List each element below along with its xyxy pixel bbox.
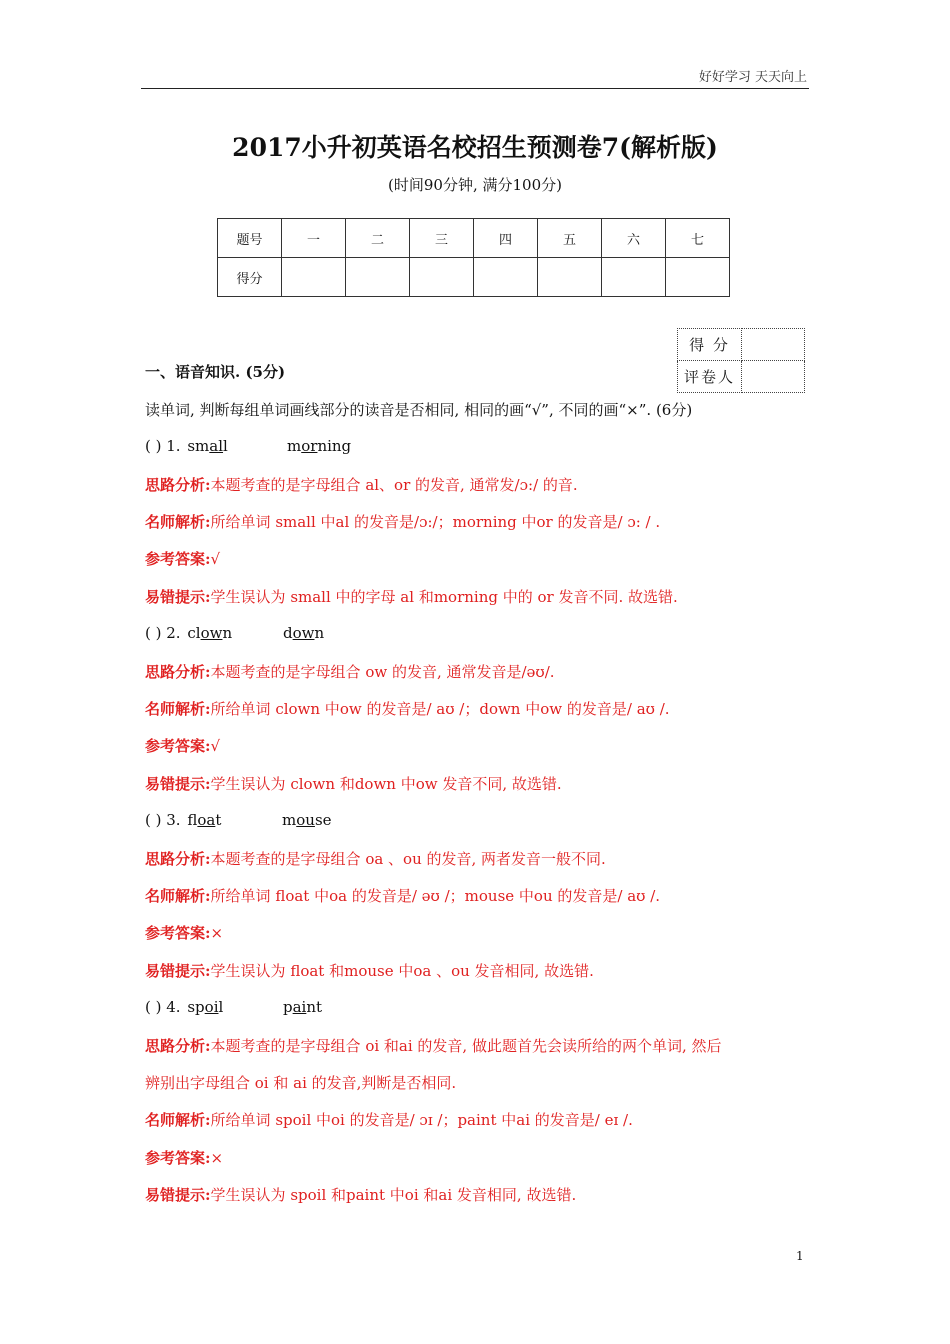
- score-entry[interactable]: [474, 258, 538, 297]
- question-number: 3.: [166, 811, 181, 829]
- answer-bracket[interactable]: ( ): [145, 624, 162, 642]
- analysis-3: 思路分析:本题考查的是字母组合 oa 、ou 的发音, 两者发音一般不同.: [145, 850, 606, 868]
- question-4: [145, 998, 323, 1016]
- grader-score-entry[interactable]: [742, 329, 805, 361]
- analysis-4: 思路分析:本题考查的是字母组合 oi 和ai 的发音, 做此题首先会读所给的两个单词, 然后: [145, 1037, 722, 1055]
- answer-bracket[interactable]: ( ): [145, 437, 162, 455]
- score-entry[interactable]: [346, 258, 410, 297]
- teacher-1: 名师解析:所给单词 small 中al 的发音是/ɔ:/；morning 中or 的发音是/ ɔ: / .: [145, 513, 661, 531]
- score-cell: 四: [474, 219, 538, 258]
- word-1: clown: [187, 624, 233, 642]
- answer-2: 参考答案:√: [145, 737, 221, 755]
- score-table-score-row: [218, 258, 730, 297]
- question-number: 4.: [166, 998, 181, 1016]
- score-cell: 题号: [218, 219, 282, 258]
- word-2: mouse: [282, 811, 332, 829]
- page-number: 1: [796, 1249, 804, 1263]
- score-table: [217, 218, 730, 297]
- word-2: paint: [283, 998, 323, 1016]
- teacher-4: 名师解析:所给单词 spoil 中oi 的发音是/ ɔɪ /；paint 中ai 的发音是/ eɪ /.: [145, 1111, 633, 1129]
- score-entry[interactable]: [602, 258, 666, 297]
- page-subtitle: (时间90分钟, 满分100分): [388, 176, 562, 194]
- answer-bracket[interactable]: ( ): [145, 811, 162, 829]
- score-entry[interactable]: [282, 258, 346, 297]
- question-number: 1.: [166, 437, 181, 455]
- answer-3: 参考答案:×: [145, 924, 224, 942]
- score-row-label: 得分: [218, 258, 282, 297]
- mistake-1: 易错提示:学生误认为 small 中的字母 al 和morning 中的 or 发音不同. 故选错.: [145, 588, 678, 606]
- grader-name-label: 评卷人: [678, 361, 742, 393]
- page-title: 2017小升初英语名校招生预测卷7(解析版): [232, 133, 718, 162]
- mistake-4: 易错提示:学生误认为 spoil 和paint 中oi 和ai 发音相同, 故选错.: [145, 1186, 577, 1204]
- score-table-header-row: [218, 219, 730, 258]
- score-cell: 五: [538, 219, 602, 258]
- mistake-2: 易错提示:学生误认为 clown 和down 中ow 发音不同, 故选错.: [145, 775, 562, 793]
- grader-score-label: 得 分: [678, 329, 742, 361]
- teacher-2: 名师解析:所给单词 clown 中ow 的发音是/ aʊ /；down 中ow 的发音是/ aʊ /.: [145, 700, 670, 718]
- score-entry[interactable]: [538, 258, 602, 297]
- mistake-3: 易错提示:学生误认为 float 和mouse 中oa 、ou 发音相同, 故选错.: [145, 962, 594, 980]
- word-1: spoil: [187, 998, 224, 1016]
- question-3: [145, 811, 332, 829]
- teacher-3: 名师解析:所给单词 float 中oa 的发音是/ əʊ /；mouse 中ou 的发音是/ aʊ /.: [145, 887, 661, 905]
- grader-box: [677, 328, 805, 393]
- question-2: [145, 624, 325, 642]
- header-motto: 好好学习 天天向上: [698, 70, 807, 85]
- score-cell: 三: [410, 219, 474, 258]
- word-2: morning: [287, 437, 352, 455]
- word-1: float: [187, 811, 222, 829]
- score-cell: 七: [666, 219, 730, 258]
- score-cell: 二: [346, 219, 410, 258]
- answer-bracket[interactable]: ( ): [145, 998, 162, 1016]
- header-rule: [141, 88, 809, 89]
- section-instruction: 读单词, 判断每组单词画线部分的读音是否相同, 相同的画“√”, 不同的画“×”. (6分): [145, 401, 693, 419]
- score-entry[interactable]: [666, 258, 730, 297]
- score-cell: 一: [282, 219, 346, 258]
- grader-name-entry[interactable]: [742, 361, 805, 393]
- question-1: [145, 437, 352, 455]
- section-heading: 一、语音知识. (5分): [145, 363, 286, 381]
- question-number: 2.: [166, 624, 181, 642]
- analysis-2: 思路分析:本题考查的是字母组合 ow 的发音, 通常发音是/əʊ/.: [145, 663, 555, 681]
- analysis-1: 思路分析:本题考查的是字母组合 al、or 的发音, 通常发/ɔ:/ 的音.: [145, 476, 578, 494]
- score-cell: 六: [602, 219, 666, 258]
- answer-1: 参考答案:√: [145, 550, 221, 568]
- word-2: down: [283, 624, 325, 642]
- score-entry[interactable]: [410, 258, 474, 297]
- analysis-4-continued: 辨别出字母组合 oi 和 ai 的发音,判断是否相同.: [145, 1074, 457, 1092]
- answer-4: 参考答案:×: [145, 1149, 224, 1167]
- word-1: small: [187, 437, 228, 455]
